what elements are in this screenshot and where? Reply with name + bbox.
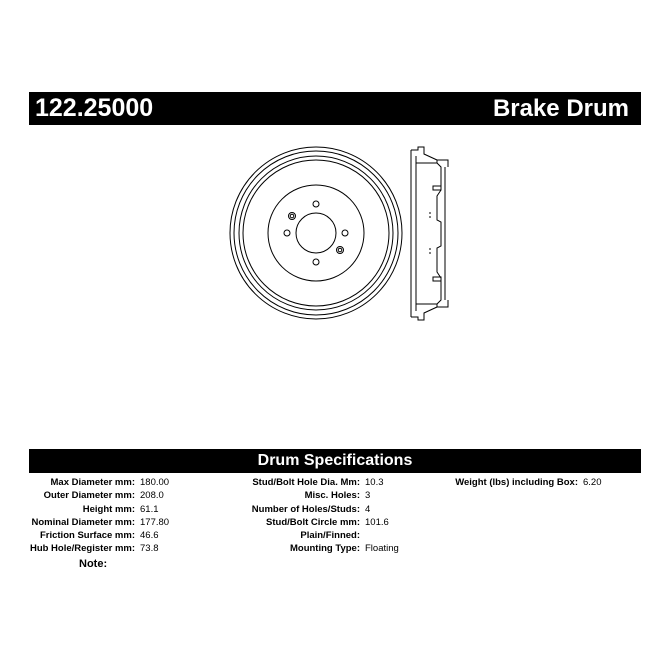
spec-column-2	[250, 476, 399, 556]
spec-column-3	[455, 476, 602, 489]
spec-value: Floating	[365, 543, 399, 555]
spec-value: 4	[365, 503, 371, 515]
spec-title: Drum Specifications	[257, 452, 413, 469]
spec-row	[29, 476, 169, 489]
part-number: 122.25000	[35, 94, 154, 122]
spec-value: 180.00	[140, 477, 170, 488]
spec-row	[250, 529, 399, 542]
spec-label: Outer Diameter mm:	[43, 490, 135, 502]
spec-row	[29, 529, 169, 542]
spec-row	[29, 516, 169, 529]
hub-hole	[296, 213, 336, 253]
spec-label: Mounting Type:	[289, 543, 360, 555]
stud-hole	[313, 201, 319, 207]
spec-row	[250, 476, 399, 489]
side-section-view	[411, 147, 448, 320]
spec-label: Height mm:	[82, 503, 135, 515]
misc-hole	[337, 247, 344, 254]
misc-hole	[290, 214, 294, 218]
spec-value: 6.20	[583, 477, 602, 488]
spec-row	[250, 503, 399, 516]
spec-label: Plain/Finned:	[300, 530, 360, 542]
spec-label: Stud/Bolt Hole Dia. Mm:	[252, 477, 360, 488]
spec-row	[250, 489, 399, 502]
misc-hole	[289, 213, 296, 220]
spec-label: Misc. Holes:	[304, 490, 360, 502]
stud-hole	[284, 230, 290, 236]
spec-value: 101.6	[365, 516, 389, 528]
spec-label: Number of Holes/Studs:	[251, 503, 360, 515]
spec-value	[360, 529, 365, 542]
spec-value: 61.1	[140, 503, 159, 515]
spec-label: Friction Surface mm:	[39, 530, 135, 542]
rim-step	[239, 156, 393, 310]
product-type: Brake Drum	[492, 95, 629, 122]
spec-label: Nominal Diameter mm:	[31, 516, 135, 528]
stud-hole	[313, 259, 319, 265]
spec-label: Max Diameter mm:	[50, 477, 135, 488]
spec-value: 73.8	[140, 543, 159, 555]
spec-row	[29, 503, 169, 516]
spec-value: 177.80	[140, 516, 170, 528]
spec-row	[29, 542, 169, 555]
note-label: Note:	[79, 558, 108, 570]
spec-value: 208.0	[140, 490, 164, 502]
spec-bar	[29, 449, 641, 473]
hub-face	[268, 185, 364, 281]
spec-value: 46.6	[140, 530, 159, 542]
spec-value: 10.3	[365, 477, 384, 488]
rim-inner-edge	[234, 151, 398, 315]
spec-row	[250, 542, 399, 555]
spec-label: Weight (lbs) including Box:	[455, 477, 578, 488]
front-view	[230, 147, 402, 319]
spec-row	[250, 516, 399, 529]
spec-row	[29, 489, 169, 502]
spec-column-1	[29, 476, 169, 556]
spec-label: Hub Hole/Register mm:	[29, 543, 135, 555]
spec-value: 3	[365, 490, 371, 502]
outer-rim	[230, 147, 402, 319]
spec-row	[455, 476, 602, 489]
stud-hole	[342, 230, 348, 236]
misc-hole	[338, 248, 342, 252]
braking-face	[243, 160, 389, 306]
spec-label: Stud/Bolt Circle mm:	[266, 516, 360, 528]
